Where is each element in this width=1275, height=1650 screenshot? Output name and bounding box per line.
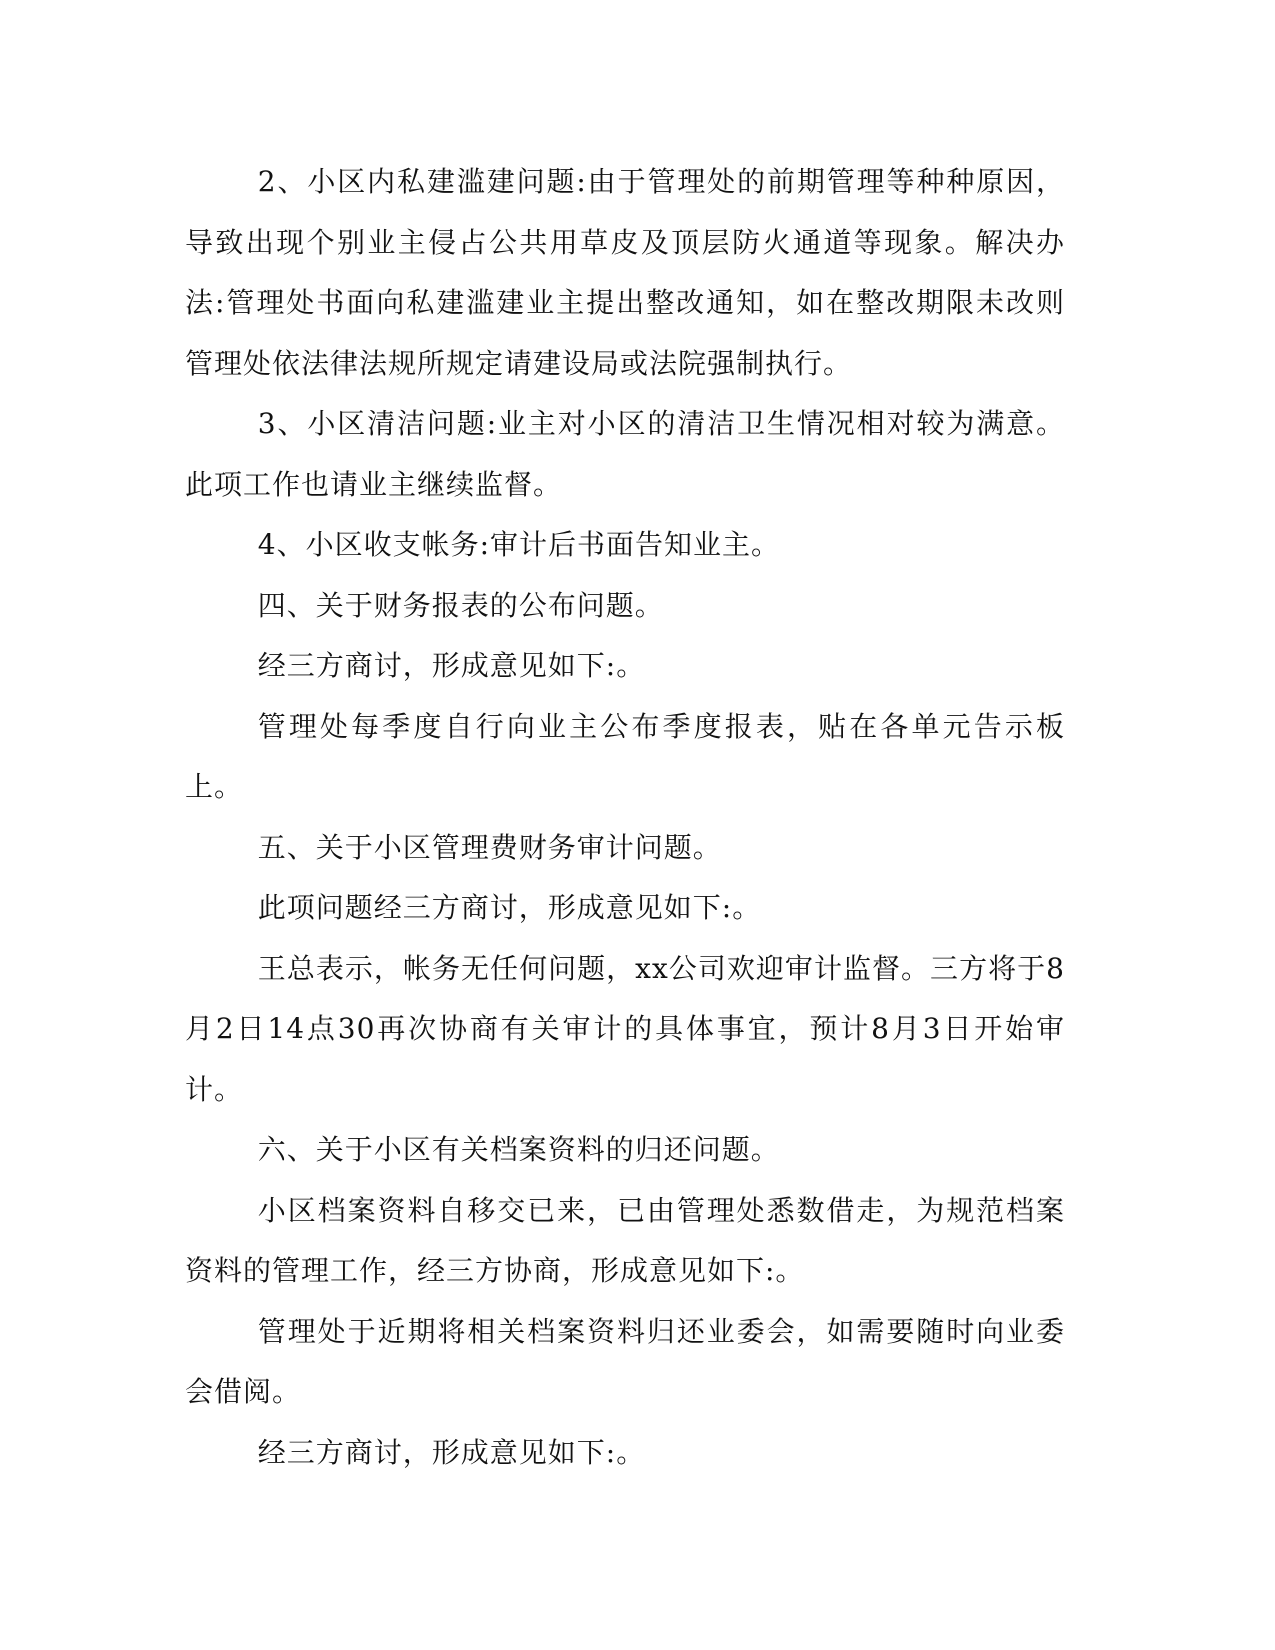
paragraph-audit-schedule: 王总表示，帐务无任何问题，xx公司欢迎审计监督。三方将于8月2日14点30再次协商有关审计的具体事宜，预计8月3日开始审计。 — [185, 951, 1065, 1106]
section-heading-financial-reports: 四、关于财务报表的公布问题。 — [257, 588, 664, 622]
paragraph-illegal-construction: 2、小区内私建滥建问题:由于管理处的前期管理等种种原因，导致出现个别业主侵占公共用草皮及顶层防火通道等现象。解决办法:管理处书面向私建滥建业主提出整改通知，如在整改期限未改则管理处依法律法规所规定请建设局或法院强制执行。 — [185, 165, 1065, 380]
paragraph-audit-consensus: 此项问题经三方商讨，形成意见如下:。 — [257, 891, 762, 924]
section-heading-archives: 六、关于小区有关档案资料的归还问题。 — [257, 1133, 780, 1166]
document-body — [185, 152, 1065, 1483]
paragraph-accounts: 4、小区收支帐务:审计后书面告知业主。 — [257, 528, 781, 561]
paragraph-cleaning: 3、小区清洁问题:业主对小区的清洁卫生情况相对较为满意。此项工作也请业主继续监督。 — [185, 407, 1065, 501]
paragraph-archives-return: 管理处于近期将相关档案资料归还业委会，如需要随时向业委会借阅。 — [185, 1314, 1065, 1408]
section-heading-audit: 五、关于小区管理费财务审计问题。 — [257, 830, 722, 864]
paragraph-quarterly-reports: 管理处每季度自行向业主公布季度报表，贴在各单元告示板上。 — [185, 709, 1065, 803]
paragraph-consensus: 经三方商讨，形成意见如下:。 — [257, 649, 646, 682]
paragraph-archives-borrowed: 小区档案资料自移交已来，已由管理处悉数借走，为规范档案资料的管理工作，经三方协商，形成意见如下:。 — [185, 1193, 1065, 1287]
paragraph-final-consensus: 经三方商讨，形成意见如下:。 — [257, 1435, 646, 1469]
